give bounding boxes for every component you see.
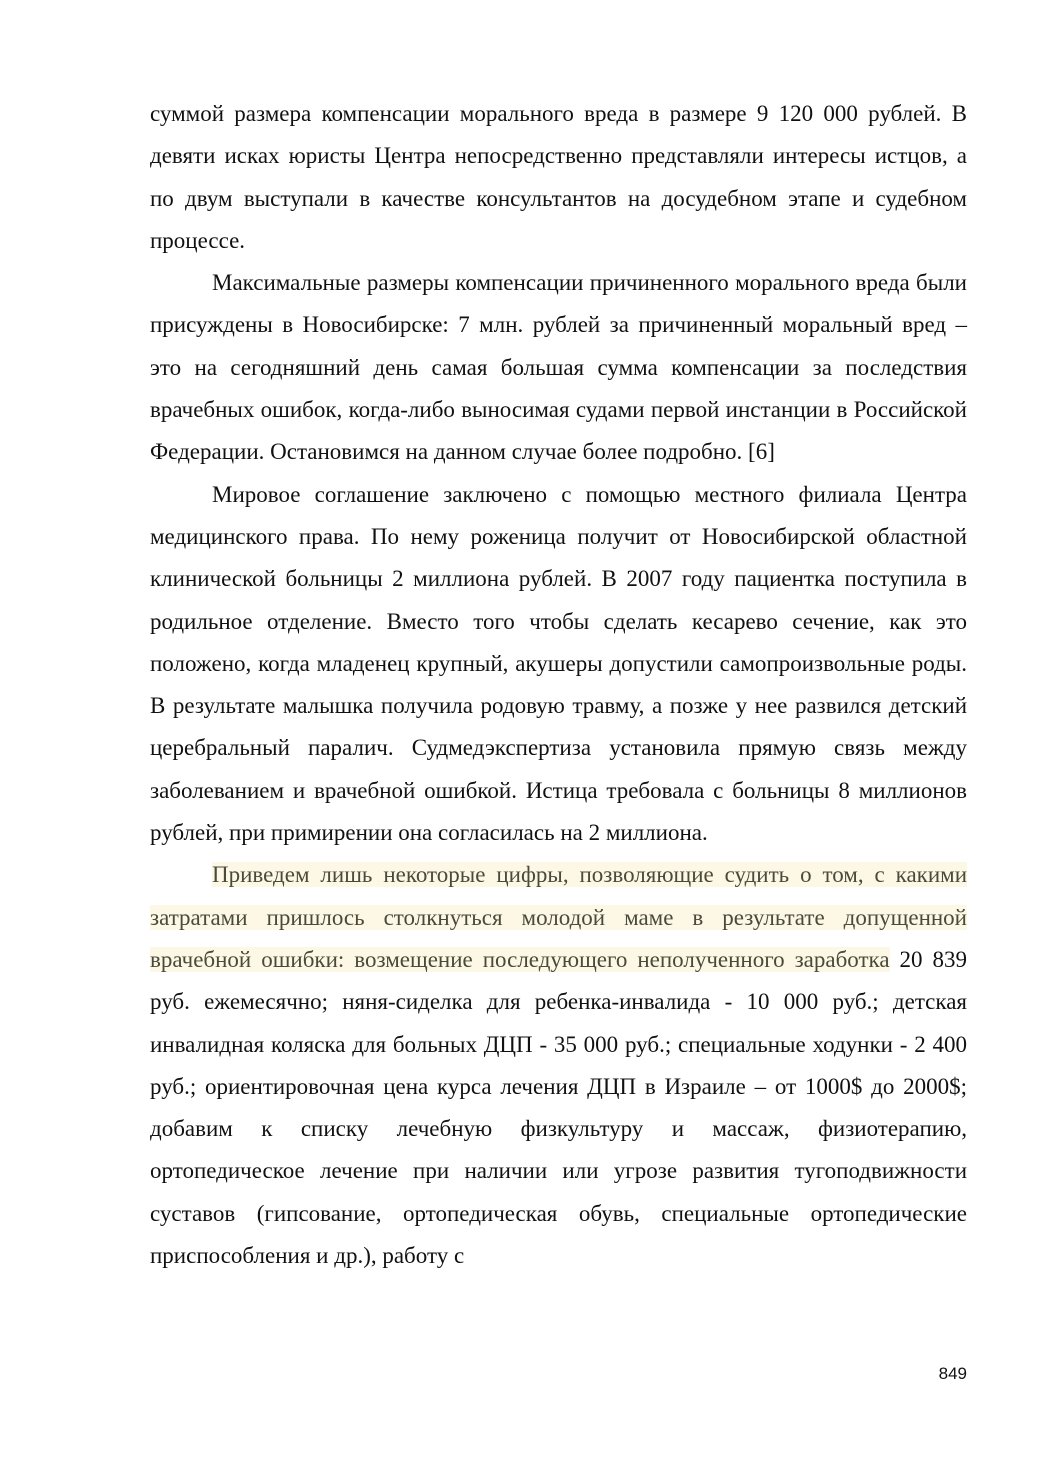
paragraph-1-text: суммой размера компенсации морального вреда в размере 9 120 000 рублей. В девяти исках юристы Центра непосредственно представляли интересы истцов, а по двум выступали в качестве консультантов на досудебном этапе и судебном процессе. [150,101,967,253]
document-page [150,93,967,1277]
paragraph-3 [150,474,967,855]
paragraph-4-text: 20 839 руб. ежемесячно; няня-сиделка для ребенка-инвалида - 10 000 руб.; детская инвалидная коляска для больных ДЦП - 35 000 руб.; специальные ходунки - 2 400 руб.; ориентировочная цена курса лечения ДЦП в Израиле – от 1000$ до 2000$; добавим к списку лечебную физкультуру и массаж, физиотерапию, ортопедическое лечение при наличии или угрозе развития тугоподвижности суставов (гипсование, ортопедическая обувь, специальные ортопедические приспособления и др.), работу с [150,946,968,1269]
highlighted-passage: Приведем лишь некоторые цифры, позволяющие судить о том, с какими затратами пришлось столкнуться молодой маме в результате допущенной врачебной ошибки: возмещение последующего неполученного заработка [150,862,967,972]
page-number: 849 [938,1364,967,1383]
paragraph-4 [150,854,967,1277]
paragraph-3-text: Мировое соглашение заключено с помощью местного филиала Центра медицинского права. По нему роженица получит от Новосибирской областной клинической больницы 2 миллиона рублей. В 2007 году пациентка поступила в родильное отделение. Вместо того чтобы сделать кесарево сечение, как это положено, когда младенец крупный, акушеры допустили самопроизвольные роды. В результате малышка получила родовую травму, а позже у нее развился детский церебральный паралич. Судмедэкспертиза установила прямую связь между заболеванием и врачебной ошибкой. Истица требовала с больницы 8 миллионов рублей, при примирении она согласилась на 2 миллиона. [150,481,967,846]
paragraph-2 [150,262,967,473]
paragraph-2-text: Максимальные размеры компенсации причиненного морального вреда были присуждены в Новосибирске: 7 млн. рублей за причиненный моральный вред – это на сегодняшний день самая большая сумма компенсации за последствия врачебных ошибок, когда-либо выносимая судами первой инстанции в Российской Федерации. Остановимся на данном случае более подробно. [6] [150,270,967,465]
paragraph-1 [150,93,967,262]
